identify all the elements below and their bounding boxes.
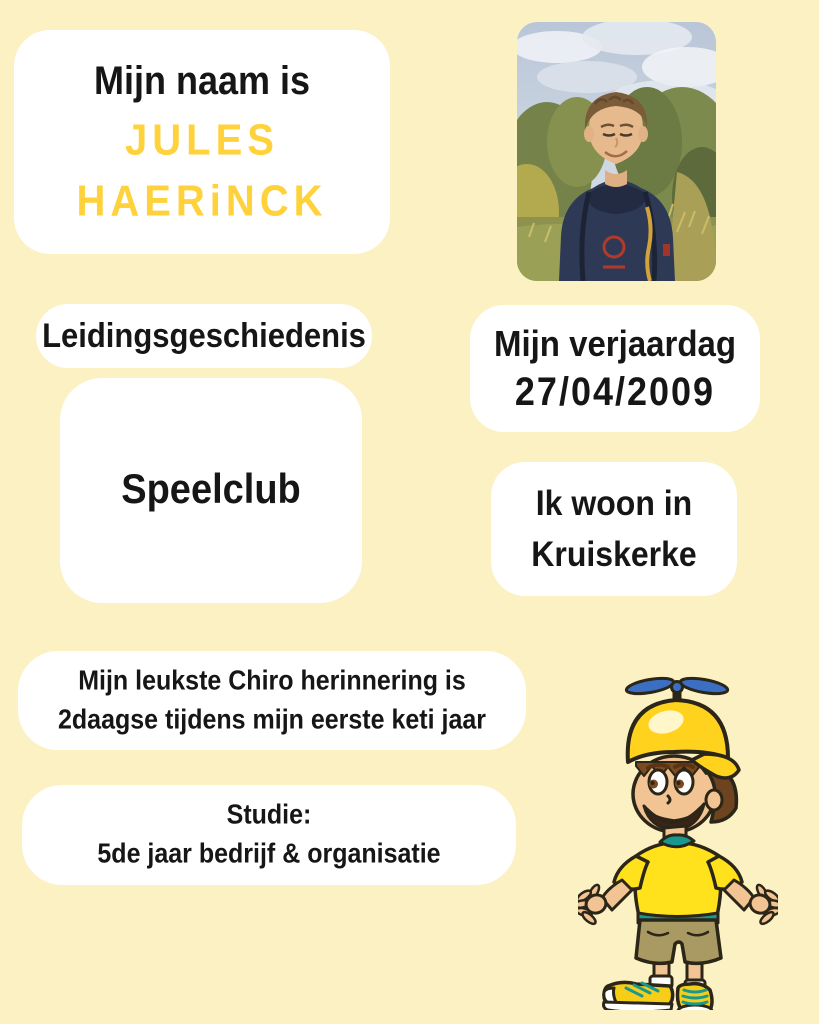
mascot-shorts [636,920,721,963]
mascot-shoes [604,982,713,1010]
memory-card [18,651,526,750]
history-title: Leidingsgeschiedenis [42,316,366,355]
history-card [36,304,372,368]
name-intro: Mijn naam is [93,57,311,103]
group-label: Speelclub [121,466,301,514]
residence-label: Ik woon in [535,483,693,523]
propeller-cap-propeller [625,675,729,702]
mascot-shirt [614,835,742,927]
profile-photo [517,22,716,281]
speelclub-mascot-illustration [578,670,778,1010]
study-card [22,785,516,885]
residence-place: Kruiskerke [531,534,697,574]
birthday-label: Mijn verjaardag [493,322,737,364]
study-value: 5de jaar bedrijf & organisatie [97,838,441,870]
memory-line1: Mijn leukste Chiro herinnering is [78,665,466,696]
name-card [14,30,390,254]
first-name: JULES [125,115,279,165]
group-card [60,378,362,603]
last-name: HAERiNCK [76,176,328,226]
mascot-drawing [578,670,778,1010]
residence-card [491,462,737,596]
study-label: Studie: [226,799,312,831]
birthday-date: 27/04/2009 [514,368,716,414]
birthday-card [470,305,760,432]
portrait-illustration [517,22,716,281]
memory-line2: 2daagse tijdens mijn eerste keti jaar [58,704,486,735]
